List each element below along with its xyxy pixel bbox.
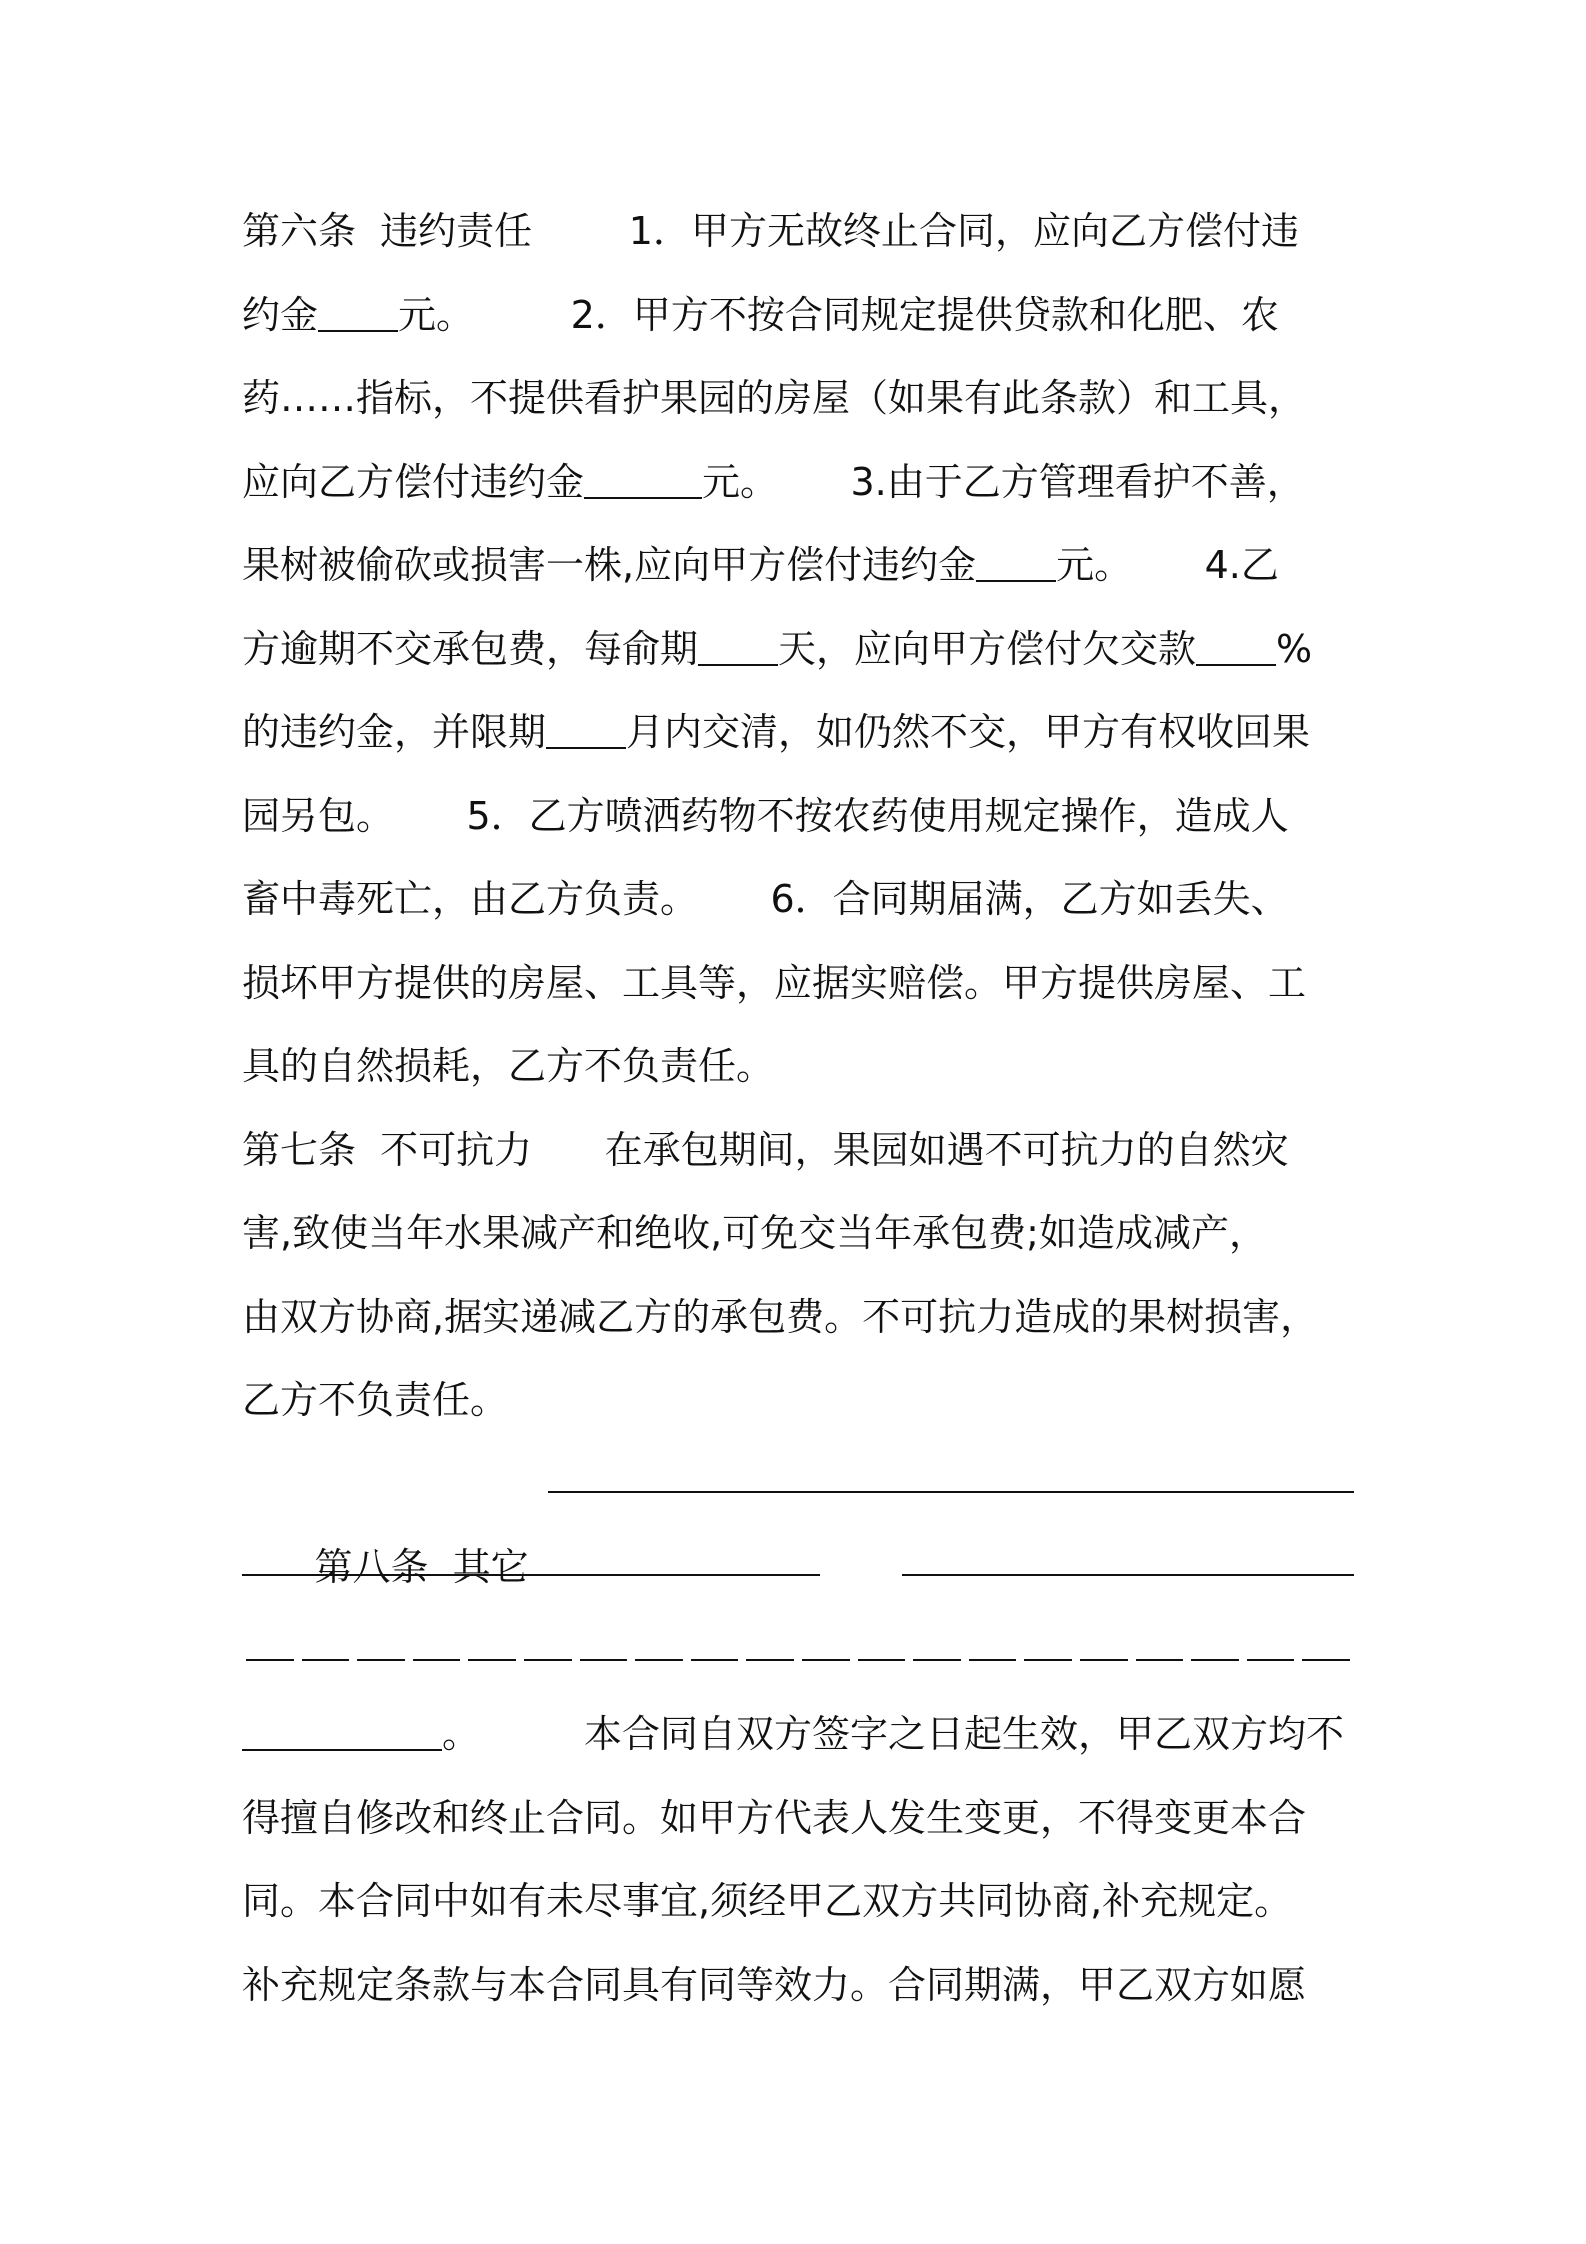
blank-rule — [902, 1574, 1354, 1576]
blank-dash — [357, 1659, 405, 1661]
article8-rule-line-2 — [242, 1526, 1354, 1610]
blank-field — [698, 624, 778, 666]
article6-line-4 — [242, 441, 1354, 525]
blank-dash — [858, 1659, 906, 1661]
blank-rule — [242, 1574, 820, 1576]
article6-line-11: 具的自然损耗，乙方不负责任。 — [242, 1044, 775, 1088]
blank-dash — [1080, 1659, 1128, 1661]
blank-dash — [246, 1659, 294, 1661]
article8-line-4 — [242, 1693, 1354, 1777]
article6-text: 元。 3.由于乙方管理看护不善， — [702, 459, 1305, 504]
blank-dash — [635, 1659, 683, 1661]
blank-dash — [1136, 1659, 1184, 1661]
article7-line-2: 害,致使当年水果减产和绝收,可免交当年承包费;如造成减产， — [242, 1211, 1267, 1255]
blank-dash — [1024, 1659, 1072, 1661]
article8-line-5: 得擅自修改和终止合同。如甲方代表人发生变更，不得变更本合 — [242, 1795, 1307, 1840]
article6-line-10: 损坏甲方提供的房屋、工具等，应据实赔偿。甲方提供房屋、工 — [242, 960, 1307, 1005]
article6-line-3: 药……指标，不提供看护果园的房屋（如果有此条款）和工具， — [242, 376, 1307, 420]
blank-dash — [580, 1659, 628, 1661]
blank-rule — [548, 1491, 1354, 1493]
article6-line-7 — [242, 691, 1354, 775]
blank-dash — [969, 1659, 1017, 1661]
article6-line-9: 畜中毒死亡，由乙方负责。 6．合同期届满，乙方如丢失、 — [242, 877, 1289, 921]
article6-text: 元。 2．甲方不按合同规定提供贷款和化肥、农 — [398, 292, 1279, 337]
blank-field — [546, 707, 626, 749]
article6-text: 的违约金，并限期 — [242, 710, 547, 754]
blank-field — [1196, 624, 1276, 666]
blank-dash — [302, 1659, 350, 1661]
article6-text: 果树被偷砍或损害一株,应向甲方偿付违约金 — [242, 543, 977, 587]
blank-dash — [746, 1659, 794, 1661]
article6-line-1: 第六条 违约责任 1．甲方无故终止合同，应向乙方偿付违 — [242, 209, 1299, 253]
article6-text: 元。 4.乙 — [1056, 543, 1279, 587]
article8-dashed-line — [242, 1610, 1354, 1694]
blank-field — [318, 290, 398, 332]
blank-dash — [691, 1659, 739, 1661]
article7-line-4: 乙方不负责任。 — [242, 1378, 509, 1422]
article6-line-6 — [242, 608, 1354, 692]
article8-heading: 第八条 其它 — [314, 1545, 529, 1589]
article8-punct: 。 — [442, 1712, 481, 1756]
blank-dash — [1302, 1659, 1350, 1661]
article6-text: 天，应向甲方偿付欠交款 — [778, 626, 1197, 671]
article7-line-3: 由双方协商,据实递减乙方的承包费。不可抗力造成的果树损害， — [242, 1294, 1319, 1339]
article6-text: 方逾期不交承包费，每俞期 — [242, 626, 699, 671]
article8-line-7: 补充规定条款与本合同具有同等效力。合同期满，甲乙双方如愿 — [242, 1962, 1307, 2007]
article8-text: 本合同自双方签字之日起生效，甲乙双方均不 — [584, 1712, 1345, 1756]
blank-field — [584, 457, 702, 499]
blank-dash — [1247, 1659, 1295, 1661]
article6-line-8: 园另包。 5．乙方喷洒药物不按农药使用规定操作，造成人 — [242, 793, 1289, 838]
article6-line-5 — [242, 524, 1354, 608]
article8-line-6: 同。本合同中如有未尽事宜,须经甲乙双方共同协商,补充规定。 — [242, 1879, 1293, 1923]
blank-dash — [413, 1659, 461, 1661]
article8-heading-line — [242, 1443, 1354, 1589]
article6-text: % — [1276, 626, 1313, 671]
article6-text: 应向乙方偿付违约金 — [242, 459, 585, 504]
article6-text: 月内交清，如仍然不交，甲方有权收回果 — [626, 710, 1311, 754]
blank-dash — [524, 1659, 572, 1661]
blank-dash — [802, 1659, 850, 1661]
blank-dash — [1191, 1659, 1239, 1661]
contract-body — [242, 190, 1354, 2027]
article6-text: 约金 — [242, 292, 319, 337]
blank-dash — [913, 1659, 961, 1661]
blank-dash — [468, 1659, 516, 1661]
article6-line-2 — [242, 274, 1354, 358]
article7-line-1: 第七条 不可抗力 在承包期间，果园如遇不可抗力的自然灾 — [242, 1127, 1289, 1172]
blank-field — [976, 540, 1056, 582]
